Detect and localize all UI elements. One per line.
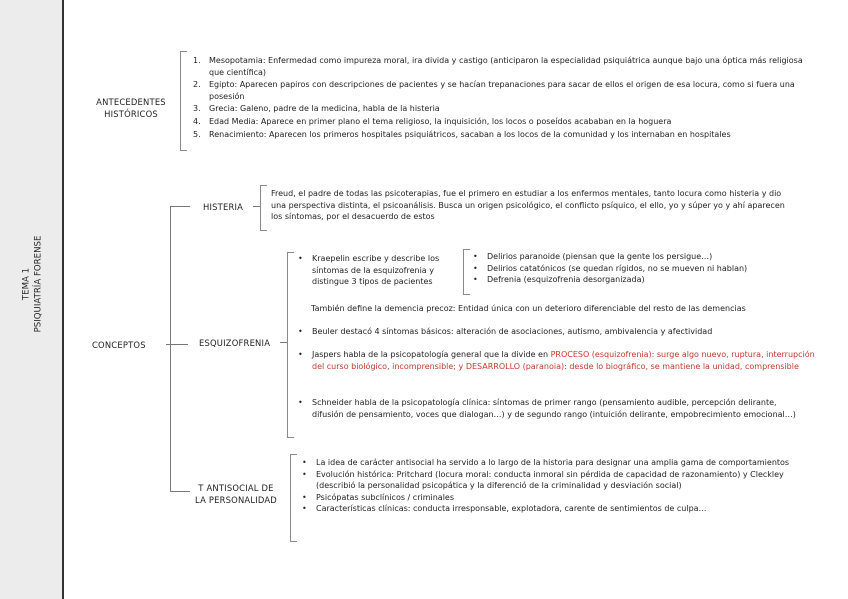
jaspers-intro: Jaspers habla de la psicopatología general que la divide en [312, 350, 551, 359]
list-item: 3. Grecia: Galeno, padre de la medicina, habla de la histeria [193, 104, 440, 114]
antecedentes-brace [180, 51, 187, 151]
list-item: • Delirios paranoide (piensan que la gente los persigue…) [471, 251, 801, 263]
kraepelin-block [296, 253, 456, 288]
list-item [296, 349, 816, 372]
list-item: • Kraepelin escribe y describe los síntomas de la esquizofrenia y distingue 3 tipos de pacientes [296, 253, 456, 288]
conceptos-label: CONCEPTOS [92, 340, 146, 350]
list-item: 2. Egipto: Aparecen papiros con descripciones de pacientes y se hacían trepanaciones para sacar de ellos el origen de esa locura, como si fuera una posesión [193, 80, 795, 101]
histeria-brace [260, 185, 267, 231]
list-item: • Schneider habla de la psicopatología clínica: síntomas de primer rango (pensamiento audible, percepción delirante, difusión de pensamiento, voces que dialogan…) y de segundo rango (intuición delirante, empobrecimiento emocional…) [296, 397, 796, 420]
list-item: • Psicópatas subclínicos / criminales [300, 492, 812, 504]
sidebar [0, 0, 64, 599]
list-item: 5. Renacimiento: Aparecen los primeros hospitales psiquiátricos, sacaban a los locos de la comunidad y los internaban en hospitales [193, 129, 731, 139]
list-item: • Defrenia (esquizofrenia desorganizada) [471, 274, 801, 286]
kraepelin-brace [463, 249, 470, 295]
list-item: • Características clínicas: conducta irresponsable, explotadora, carente de sentimientos de culpa… [300, 503, 812, 515]
beuler-block [296, 326, 816, 338]
conceptos-tree-line [170, 206, 171, 492]
jaspers-highlight: PROCESO (esquizofrenia): surge algo nuevo, ruptura, interrupción del curso biológico, incomprensible; y DESARROLLO (paranoia): desde lo biográfico, se mantiene la unidad, comprensible [312, 350, 815, 371]
antecedentes-label: ANTECEDENTES HISTÓRICOS [96, 97, 166, 120]
histeria-connector [170, 206, 190, 207]
list-item: • Delirios catatónicos (se quedan rígidos, no se mueven ni hablan) [471, 263, 801, 275]
list-item: 4. Edad Media: Aparece en primer plano el tema religioso, la inquisición, los locos o poseídos acababan en la hoguera [193, 116, 672, 126]
esquizofrenia-brace [287, 252, 294, 438]
topic-number: TEMA 1 [21, 267, 32, 301]
topic-subject: PSIQUIATRÍA FORENSE [33, 235, 43, 333]
antisocial-list [300, 457, 812, 515]
antisocial-brace [290, 454, 297, 542]
histeria-label: HISTERIA [203, 202, 244, 212]
histeria-text: Freud, el padre de todas las psicoterapias, fue el primero en estudiar a los enfermos mentales, tanto locura como histeria y dio una perspectiva distinta, el psicoanálisis. Busca un origen psicológico, el conflicto psíquico, el ello, yo y súper yo y ahí aparecen los síntomas, por el desacuerdo de estos [271, 189, 785, 222]
kraepelin-tipos [471, 251, 801, 286]
antecedentes-list [193, 55, 813, 141]
demencia-text: También define la demencia precoz: Entidad única con un deterioro diferenciable del resto de las demencias [311, 304, 746, 313]
list-item: • Evolución histórica: Pritchard (locura moral: conducta inmoral sin pérdida de capacidad de razonamiento) y Cleckley (describió la personalidad psicopática y la diferenció de la criminalidad y desviación social) [300, 469, 812, 492]
esquizofrenia-label: ESQUIZOFRENIA [199, 338, 271, 348]
list-item: 1. Mesopotamia: Enfermedad como impureza moral, ira divida y castigo (anticiparon la especialidad psiquiátrica aunque bajo una óptica más religiosa que científica) [193, 56, 803, 77]
schneider-block [296, 397, 796, 420]
list-item: • Beuler destacó 4 síntomas básicos: alteración de asociaciones, autismo, ambivalencia y afectividad [296, 326, 816, 338]
antisocial-label: T ANTISOCIAL DE LA PERSONALIDAD [195, 483, 277, 506]
sidebar-title [21, 236, 44, 333]
jaspers-block [296, 349, 816, 372]
list-item: • La idea de carácter antisocial ha servido a lo largo de la historia para designar una amplia gama de comportamientos [300, 457, 812, 469]
